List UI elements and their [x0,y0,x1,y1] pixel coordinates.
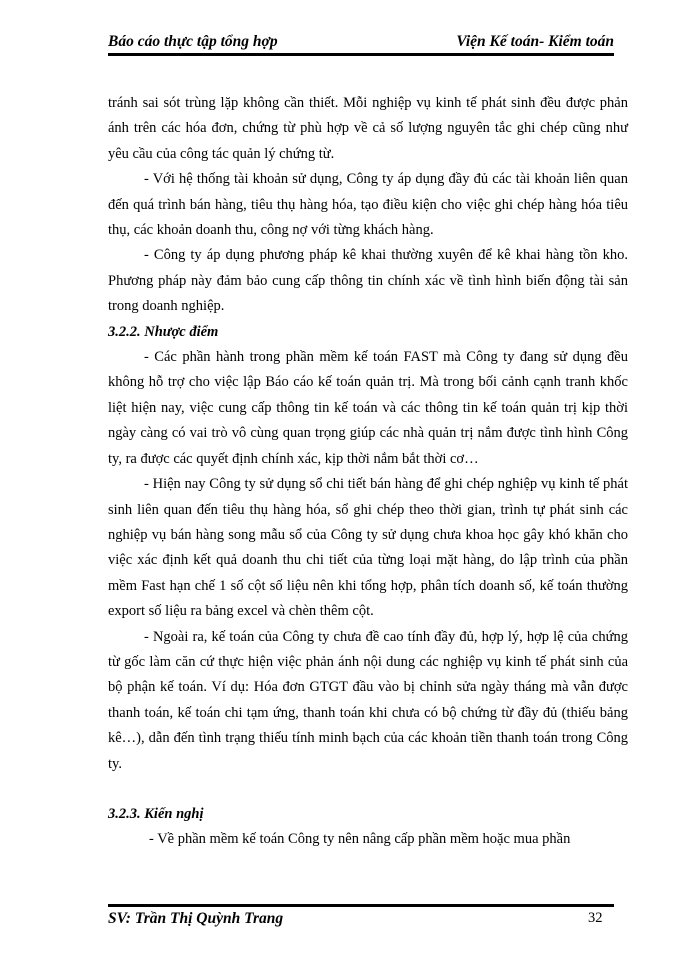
header-rule [108,53,614,56]
page-number: 32 [588,910,603,926]
paragraph: - Hiện nay Công ty sử dụng sổ chi tiết bán hàng để ghi chép nghiệp vụ kinh tế phát sinh liên quan đến tiêu thụ hàng hóa, sổ ghi chép theo thời gian, trình tự phát sinh các nghiệp vụ bán hàng song mẫu sổ của Công ty sử dụng chưa khoa học gây khó khăn cho việc xác định kết quả doanh thu chi tiết của từng loại mặt hàng, do lập trình của phần mềm Fast hạn chế 1 số cột số liệu nên khi tổng hợp, phân tích doanh số, kế toán thường export số liệu ra bảng excel và chèn thêm cột. [108,476,628,620]
paragraph: - Với hệ thống tài khoản sử dụng, Công ty áp dụng đầy đủ các tài khoản liên quan đến quá trình bán hàng, tiêu thụ hàng hóa, tạo điều kiện cho việc ghi chép hàng hóa tiêu thụ, các khoản doanh thu, công nợ với từng khách hàng. [108,171,628,239]
footer-rule [108,904,614,907]
section-heading: 3.2.2. Nhược điểm [108,323,219,340]
paragraph: - Các phần hành trong phần mềm kế toán FAST mà Công ty đang sử dụng đều không hỗ trợ cho việc lập Báo cáo kế toán quản trị. Mà trong bối cảnh cạnh tranh khốc liệt hiện nay, việc cung cấp thông tin kế toán và các thông tin kế toán quản trị kịp thời ngày càng có vai trò vô cùng quan trọng giúp các nhà quản trị nắm được tình hình Công ty, ra được các quyết định chính xác, kịp thời nắm bắt thời cơ… [108,349,628,467]
spacer [108,777,628,802]
document-body [108,91,628,853]
paragraph: tránh sai sót trùng lặp không cần thiết. Mỗi nghiệp vụ kinh tế phát sinh đều được phản ánh trên các hóa đơn, chứng từ phù hợp về cả số lượng nguyên tắc ghi chép cũng như yêu cầu của công tác quản lý chứng từ. [108,95,628,162]
report-title: Báo cáo thực tập tổng hợp [108,33,278,50]
page-header [108,33,614,51]
paragraph: - Về phần mềm kế toán Công ty nên nâng cấp phần mềm hoặc mua phần [149,831,571,848]
section-heading: 3.2.3. Kiến nghị [108,805,204,822]
institute-name: Viện Kế toán- Kiểm toán [456,33,614,50]
student-name: SV: Trần Thị Quỳnh Trang [108,910,284,927]
paragraph: - Công ty áp dụng phương pháp kê khai thường xuyên để kê khai hàng tồn kho. Phương pháp này đảm bảo cung cấp thông tin chính xác về tình hình biến động tài sản trong doanh nghiệp. [108,247,628,315]
paragraph: - Ngoài ra, kế toán của Công ty chưa đề cao tính đầy đủ, hợp lý, hợp lệ của chứng từ gốc làm căn cứ thực hiện việc phản ánh nội dung các nghiệp vụ kinh tế phát sinh của bộ phận kế toán. Ví dụ: Hóa đơn GTGT đầu vào bị chỉnh sửa ngày tháng mà vẫn được thanh toán, kế toán chi tạm ứng, thanh toán khi chưa có bộ chứng từ đầy đủ (thiếu bảng kê…), dẫn đến tình trạng thiếu tính minh bạch của các khoản tiền thanh toán trong Công ty. [108,628,628,772]
